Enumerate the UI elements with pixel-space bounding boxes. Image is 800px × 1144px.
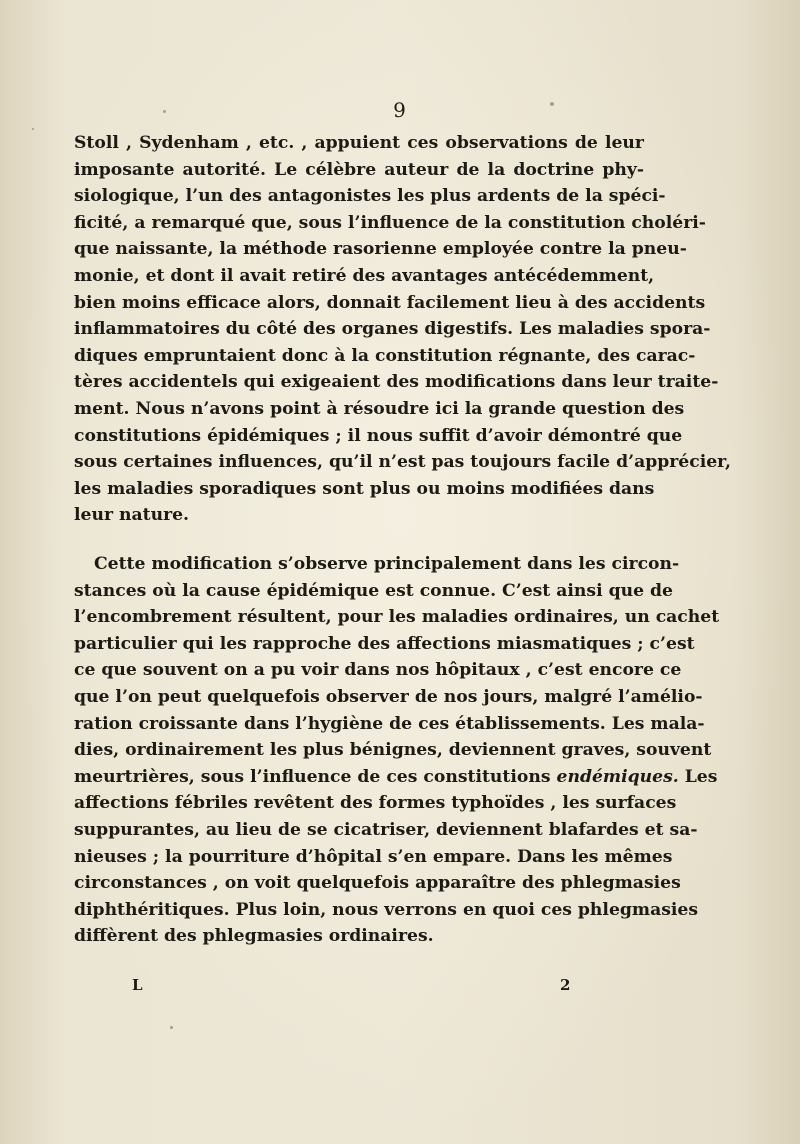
text-line: particulier qui les rapproche des affections miasmatiques ; c’est — [74, 633, 695, 654]
text-line: tères accidentels qui exigeaient des modifications dans leur traite- — [74, 372, 719, 393]
text-line: imposante autorité. Le célèbre auteur de la doctrine phy- — [74, 159, 644, 180]
text-line: monie, et dont il avait retiré des avantages antécédemment, — [74, 265, 655, 286]
text-line: nieuses ; la pourriture d’hôpital s’en empare. Dans les mêmes — [74, 846, 673, 867]
paper-speck — [163, 110, 166, 113]
text-line: dies, ordinairement les plus bénignes, deviennent graves, souvent — [74, 740, 712, 761]
text-line: ment. Nous n’avons point à résoudre ici la grande question des — [74, 398, 685, 419]
paragraph-1 — [74, 130, 731, 529]
text-segment: meurtrières, sous l’influence de ces constitutions — [74, 766, 551, 787]
paragraph-2 — [74, 551, 720, 950]
text-line: inflammatoires du côté des organes digestifs. Les maladies spora- — [74, 319, 711, 340]
text-line: Cette modification s’observe principalement dans les circon- — [94, 554, 680, 574]
text-line-with-italic — [74, 764, 718, 791]
text-segment: Les — [684, 766, 718, 787]
text-line: sous certaines influences, qu’il n’est pas toujours facile d’apprécier, — [74, 452, 731, 473]
text-line: affections fébriles revêtent des formes typhoïdes , les surfaces — [74, 793, 677, 814]
text-line: ficité, a remarqué que, sous l’influence de la constitution choléri- — [74, 212, 706, 233]
text-line: circonstances , on voit quelquefois apparaître des phlegmasies — [74, 873, 681, 894]
paper-speck — [550, 102, 554, 106]
text-line: diques empruntaient donc à la constitution régnante, des carac- — [74, 345, 696, 366]
text-line: les maladies sporadiques sont plus ou moins modifiées dans — [74, 478, 655, 499]
text-line: diffèrent des phlegmasies ordinaires. — [74, 926, 434, 947]
text-line: que naissante, la méthode rasorienne employée contre la pneu- — [74, 239, 687, 260]
text-line: stances où la cause épidémique est connue. C’est ainsi que de — [74, 580, 673, 601]
italic-word: endémiques. — [556, 766, 679, 787]
page-number: 9 — [393, 98, 407, 122]
text-line: siologique, l’un des antagonistes les plus ardents de la spéci- — [74, 186, 666, 207]
text-line: leur nature. — [74, 505, 190, 526]
sheet-number: 2 — [560, 976, 571, 994]
text-line: ce que souvent on a pu voir dans nos hôpitaux , c’est encore ce — [74, 660, 682, 681]
text-line: suppurantes, au lieu de se cicatriser, deviennent blafardes et sa- — [74, 819, 698, 840]
text-line: que l’on peut quelquefois observer de nos jours, malgré l’amélio- — [74, 686, 703, 707]
text-line: constitutions épidémiques ; il nous suffit d’avoir démontré que — [74, 425, 683, 446]
text-line: l’encombrement résultent, pour les maladies ordinaires, un cachet — [74, 607, 720, 628]
signature-mark: L — [132, 976, 143, 994]
text-line: bien moins efficace alors, donnait facilement lieu à des accidents — [74, 292, 706, 313]
paper-speck — [32, 128, 34, 130]
paper-speck — [170, 1026, 173, 1029]
text-line: Stoll , Sydenham , etc. , appuient ces observations de leur — [74, 133, 644, 153]
text-line: diphthéritiques. Plus loin, nous verrons en quoi ces phlegmasies — [74, 899, 699, 920]
text-line: ration croissante dans l’hygiène de ces établissements. Les mala- — [74, 713, 705, 734]
